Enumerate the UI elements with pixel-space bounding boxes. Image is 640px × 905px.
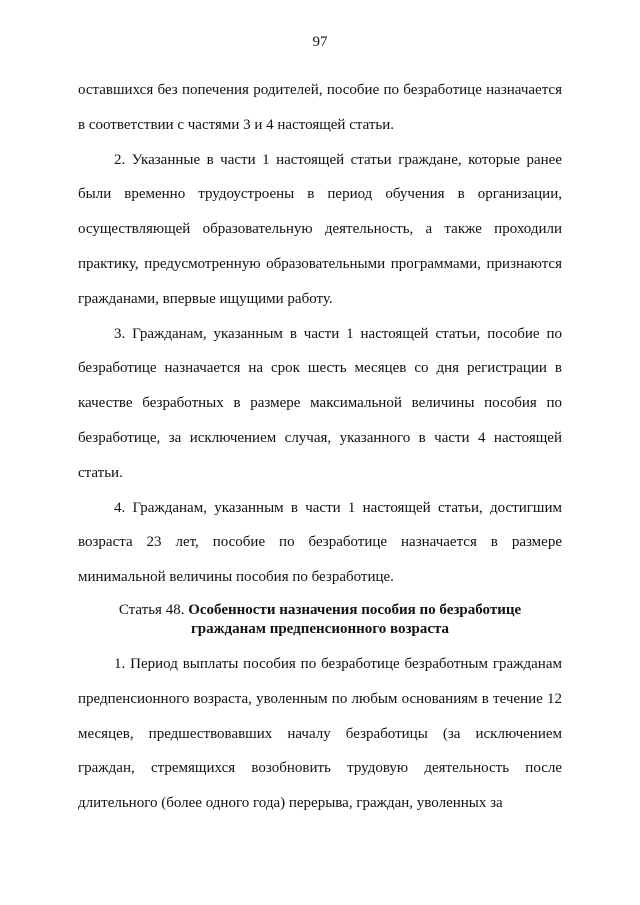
article-heading — [78, 601, 562, 639]
document-body — [78, 73, 562, 821]
paragraph-part-3: 3. Гражданам, указанным в части 1 настоящей статьи, пособие по безработице назначается на срок шесть месяцев со дня регистрации в качестве безработных в размере максимальной величины пособия по безработице, за исключением случая, указанного в части 4 настоящей статьи. — [78, 325, 562, 481]
paragraph-part-2: 2. Указанные в части 1 настоящей статьи граждане, которые ранее были временно трудоустроены в период обучения в организации, осуществляющей образовательную деятельность, а также проходили практику, предусмотренную образовательными программами, признаются гражданами, впервые ищущими работу. — [78, 151, 562, 307]
article-label: Статья 48. — [118, 601, 185, 618]
article-title-line-2: гражданам предпенсионного возраста — [190, 620, 450, 637]
paragraph-continuation: оставшихся без попечения родителей, пособие по безработице назначается в соответствии с частями 3 и 4 настоящей статьи. — [78, 82, 562, 133]
paragraph-article-48-part-1: 1. Период выплаты пособия по безработице безработным гражданам предпенсионного возраста, уволенным по любым основаниям в течение 12 месяцев, предшествовавших началу безработицы (за исключением граждан, стремящихся возобновить трудовую деятельность после длительного (более одного года) перерыва, граждан, уволенных за — [78, 655, 562, 812]
page-number: 97 — [312, 34, 328, 50]
paragraph-part-4: 4. Гражданам, указанным в части 1 настоящей статьи, достигшим возраста 23 лет, пособие по безработице назначается в размере минимальной величины пособия по безработице. — [78, 499, 562, 586]
article-title-line-1: Особенности назначения пособия по безработице — [188, 601, 522, 618]
article-heading-line-1 — [78, 601, 562, 620]
